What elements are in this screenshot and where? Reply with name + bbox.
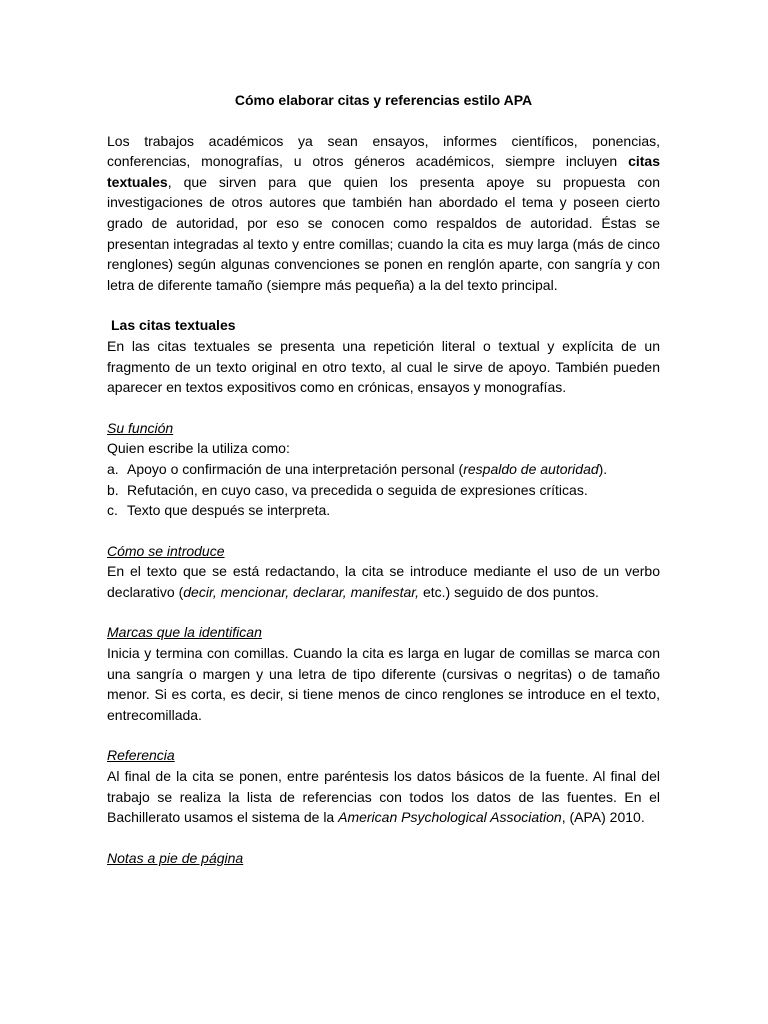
marcas-section: [107, 622, 660, 725]
document-title: Cómo elaborar citas y referencias estilo APA: [234, 92, 533, 108]
introduce-heading: Cómo se introduce: [107, 542, 225, 559]
intro-text-1: Los trabajos académicos ya sean ensayos, informes científicos, ponencias, conferencias, monografías, u otros géneros académicos, siempre incluyen: [107, 132, 660, 170]
list-marker: b.: [107, 481, 119, 498]
intro-paragraph: [107, 131, 660, 296]
funcion-intro: Quien escribe la utiliza como:: [107, 440, 290, 457]
funcion-section: [107, 418, 660, 521]
introduce-text-1: En el texto que se está redactando, la cita se introduce mediante el uso de un verbo declarativo (: [107, 563, 660, 600]
notas-heading: Notas a pie de página: [107, 849, 244, 866]
introduce-italic-verbs: decir, mencionar, declarar, manifestar,: [183, 583, 420, 600]
intro-text-2: , que sirven para que quien los presenta apoye su propuesta con investigaciones de otros autores que también han abordado el tema y poseen cierto grado de autoridad, por eso se conocen como respaldos de autoridad. Éstas se presentan integradas al texto y entre comillas; cuando la cita es muy larga (más de cinco renglones) según algunas convenciones se ponen en renglón aparte, con sangría y con letra de diferente tamaño (siempre más pequeña) a la del texto principal.: [107, 173, 660, 293]
list-text: [127, 459, 607, 480]
referencia-section: [107, 745, 660, 827]
marcas-heading: Marcas que la identifican: [107, 624, 262, 641]
introduce-section: [107, 541, 660, 603]
list-item: [107, 459, 660, 480]
notas-section: [107, 848, 660, 869]
referencia-text-1: Al final de la cita se ponen, entre paréntesis los datos básicos de la fuente. Al final del trabajo se realiza la lista de referencias con todos los datos de las fuentes. En el Bachillerato usamos el sistema de la: [107, 768, 660, 826]
list-marker: c.: [107, 502, 118, 519]
list-text: Refutación, en cuyo caso, va precedida o seguida de expresiones críticas.: [127, 481, 588, 498]
referencia-heading: Referencia: [107, 747, 175, 764]
citas-body: En las citas textuales se presenta una repetición literal o textual y explícita de un fragmento de un texto original en otro texto, al cual le sirve de apoyo. También pueden aparecer en textos expositivos como en crónicas, ensayos y monografías.: [107, 337, 660, 396]
referencia-body: [107, 766, 660, 828]
referencia-text-2: , (APA) 2010.: [561, 809, 645, 826]
list-text-italic: respaldo de autoridad: [463, 460, 599, 477]
intro-bold-term: citas textuales: [107, 153, 660, 190]
funcion-heading: Su función: [107, 419, 174, 436]
marcas-body: Inicia y termina con comillas. Cuando la cita es larga en lugar de comillas se marca con una sangría o margen y una letra de tipo diferente (cursivas o negritas) o de tamaño menor. Si es corta, es decir, si tiene menos de cinco renglones se introduce en el texto, entrecomillada.: [107, 645, 660, 723]
citas-heading: Las citas textuales: [111, 317, 236, 334]
introduce-text-2: etc.) seguido de dos puntos.: [419, 583, 599, 600]
list-text: Texto que después se interpreta.: [127, 502, 331, 519]
list-marker: a.: [107, 460, 119, 477]
referencia-italic-apa: American Psychological Association: [338, 809, 562, 826]
list-text-after: ).: [598, 460, 608, 477]
list-item: [107, 500, 660, 521]
list-text-before: Apoyo o confirmación de una interpretación personal (: [127, 460, 464, 477]
citas-section: [107, 315, 660, 397]
introduce-body: [107, 561, 660, 602]
list-item: [107, 480, 660, 501]
